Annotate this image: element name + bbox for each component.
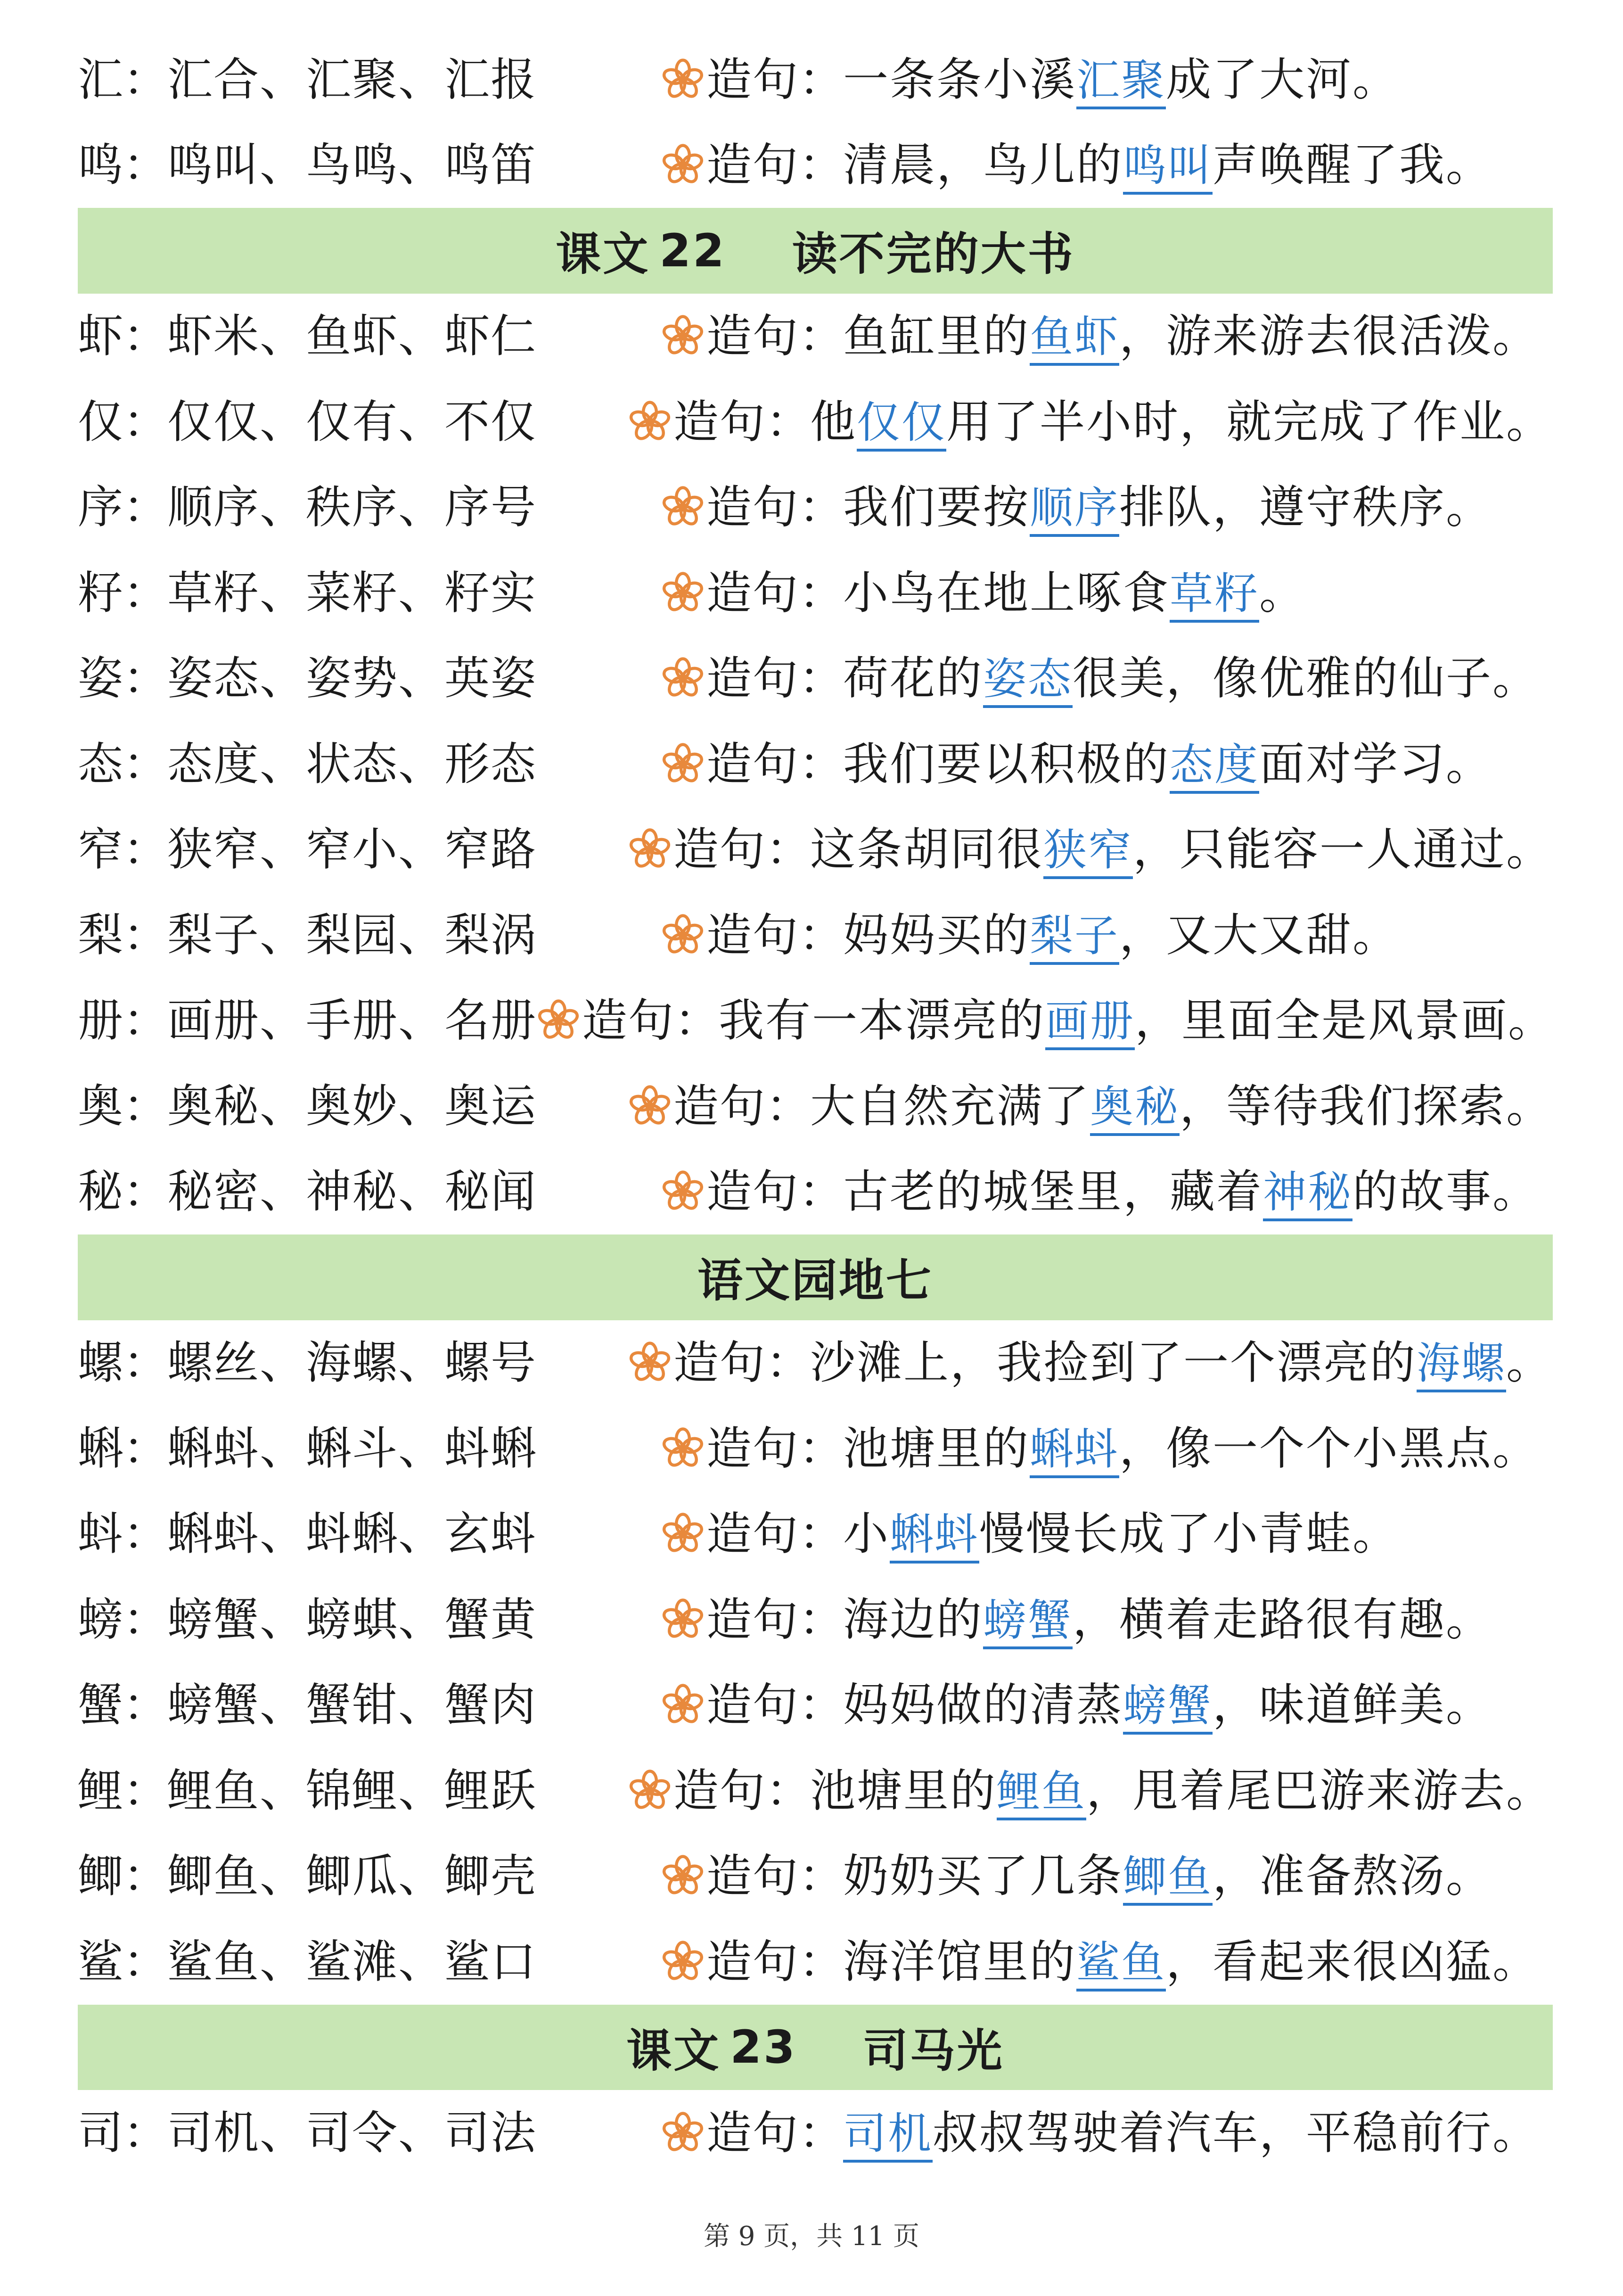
sentence-before: 海边的 xyxy=(843,1593,983,1646)
sentence-after: 。 xyxy=(1506,1336,1553,1390)
vocab-words: 草籽、菜籽、籽实 xyxy=(167,566,537,619)
example-sentence xyxy=(843,53,1400,106)
sentence-label: 造句： xyxy=(706,1935,845,1988)
sentence-after: ，游来游去很活泼。 xyxy=(1119,310,1540,363)
flower-icon xyxy=(661,486,705,529)
sentence-before: 池塘里的 xyxy=(810,1764,997,1817)
vocab-words: 顺序、秩序、序号 xyxy=(167,481,537,534)
vocab-character: 螃： xyxy=(78,1593,168,1646)
vocab-row xyxy=(78,1834,1553,1919)
lesson-prefix: 课文 xyxy=(626,2024,721,2077)
example-sentence xyxy=(843,2106,1540,2159)
vocab-character: 司： xyxy=(78,2106,168,2159)
vocab-row xyxy=(78,807,1553,893)
sentence-before: 我们要按 xyxy=(843,481,1030,534)
vocab-row xyxy=(78,1748,1553,1834)
vocab-character: 鲤： xyxy=(78,1764,168,1817)
sentence-after: ，等待我们探索。 xyxy=(1180,1079,1553,1133)
vocab-character: 汇： xyxy=(78,53,168,106)
example-sentence xyxy=(843,139,1493,192)
sentence-label: 造句： xyxy=(706,1507,845,1561)
vocab-row xyxy=(78,465,1553,551)
vocab-words: 奥秘、奥妙、奥运 xyxy=(167,1079,537,1133)
sentence-after: ，又大又甜。 xyxy=(1119,908,1400,962)
sentence-label: 造句： xyxy=(673,1079,812,1133)
sentence-before: 我们要以积极的 xyxy=(843,737,1170,790)
sentence-before: 小 xyxy=(843,1507,890,1561)
vocab-row xyxy=(78,1320,1553,1406)
flower-icon xyxy=(661,571,705,615)
highlighted-word: 汇聚 xyxy=(1076,55,1166,109)
sentence-label: 造句： xyxy=(706,1165,845,1218)
sentence-after: ，里面全是风景画。 xyxy=(1135,994,1555,1047)
highlighted-word: 鱼虾 xyxy=(1030,312,1119,366)
flower-icon xyxy=(661,913,705,957)
example-sentence xyxy=(843,737,1493,790)
flower-icon xyxy=(661,1512,705,1555)
vocab-character: 鲫： xyxy=(78,1850,168,1903)
vocab-words: 螺丝、海螺、螺号 xyxy=(167,1336,537,1390)
sentence-after: 的故事。 xyxy=(1352,1165,1540,1218)
vocab-character: 仅： xyxy=(78,395,168,448)
vocab-character: 姿： xyxy=(78,652,168,705)
vocab-row xyxy=(78,721,1553,807)
example-sentence xyxy=(719,994,1555,1047)
sentence-after: 叔叔驾驶着汽车，平稳前行。 xyxy=(933,2106,1540,2159)
vocab-character: 序： xyxy=(78,481,168,534)
sentence-label: 造句： xyxy=(706,1850,845,1903)
vocab-words: 鲫鱼、鲫瓜、鲫壳 xyxy=(167,1850,537,1903)
vocab-character: 蟹： xyxy=(78,1679,168,1732)
sentence-label: 造句： xyxy=(706,908,845,962)
example-sentence xyxy=(843,652,1540,705)
flower-icon xyxy=(628,1341,672,1384)
vocab-words: 态度、状态、形态 xyxy=(167,737,537,790)
highlighted-word: 鲤鱼 xyxy=(997,1766,1086,1820)
flower-icon xyxy=(661,1170,705,1213)
vocab-row xyxy=(78,1662,1553,1748)
example-sentence xyxy=(843,481,1493,534)
sentence-before: 海洋馆里的 xyxy=(843,1935,1076,1988)
vocab-words: 螃蟹、螃蜞、蟹黄 xyxy=(167,1593,537,1646)
flower-icon xyxy=(661,314,705,358)
highlighted-word: 狭窄 xyxy=(1043,825,1133,879)
sentence-before: 大自然充满了 xyxy=(810,1079,1090,1133)
vocab-words: 梨子、梨园、梨涡 xyxy=(167,908,537,962)
sentence-label: 造句： xyxy=(706,737,845,790)
sentence-before: 清晨，鸟儿的 xyxy=(843,139,1123,192)
flower-icon xyxy=(628,1085,672,1128)
sentence-label: 造句： xyxy=(706,2106,845,2159)
sentence-after: ，甩着尾巴游来游去。 xyxy=(1086,1764,1553,1817)
vocab-words: 画册、手册、名册 xyxy=(167,994,537,1047)
highlighted-word: 司机 xyxy=(843,2108,933,2163)
flower-icon xyxy=(661,58,705,101)
example-sentence xyxy=(843,908,1400,962)
sentence-label: 造句： xyxy=(706,566,845,619)
sentence-before: 沙滩上，我捡到了一个漂亮的 xyxy=(810,1336,1417,1390)
example-sentence xyxy=(843,1165,1540,1218)
sentence-before: 妈妈买的 xyxy=(843,908,1030,962)
highlighted-word: 鲨鱼 xyxy=(1076,1937,1166,1992)
section-title: 语文园地七 xyxy=(697,1254,933,1308)
vocab-character: 窄： xyxy=(78,823,168,876)
vocab-row xyxy=(78,978,1553,1064)
flower-icon xyxy=(661,1598,705,1641)
example-sentence xyxy=(810,1336,1553,1390)
highlighted-word: 鲫鱼 xyxy=(1123,1852,1213,1906)
sentence-before: 奶奶买了几条 xyxy=(843,1850,1123,1903)
vocab-row xyxy=(78,1577,1553,1662)
flower-icon xyxy=(661,657,705,700)
vocab-words: 仅仅、仅有、不仅 xyxy=(167,395,537,448)
highlighted-word: 蝌蚪 xyxy=(890,1509,979,1564)
sentence-before: 一条条小溪 xyxy=(843,53,1076,106)
highlighted-word: 梨子 xyxy=(1030,911,1119,965)
flower-icon xyxy=(661,742,705,786)
vocab-character: 态： xyxy=(78,737,168,790)
highlighted-word: 仅仅 xyxy=(857,397,946,452)
sentence-before: 妈妈做的清蒸 xyxy=(843,1679,1123,1732)
example-sentence xyxy=(843,1422,1540,1475)
vocab-row xyxy=(78,550,1553,636)
sentence-label: 造句： xyxy=(706,310,845,363)
vocab-words: 司机、司令、司法 xyxy=(167,2106,537,2159)
sentence-label: 造句： xyxy=(706,1593,845,1646)
section-title: 读不完的大书 xyxy=(792,228,1075,281)
example-sentence xyxy=(843,566,1306,619)
highlighted-word: 神秘 xyxy=(1263,1167,1352,1221)
vocab-row xyxy=(78,1491,1553,1577)
vocab-character: 蚪： xyxy=(78,1507,168,1561)
vocab-words: 虾米、鱼虾、虾仁 xyxy=(167,310,537,363)
highlighted-word: 草籽 xyxy=(1170,568,1259,623)
sentence-before: 池塘里的 xyxy=(843,1422,1030,1475)
example-sentence xyxy=(810,1079,1553,1133)
page-footer: 第 9 页，共 11 页 xyxy=(703,2221,920,2252)
sentence-before: 鱼缸里的 xyxy=(843,310,1030,363)
vocab-words: 汇合、汇聚、汇报 xyxy=(167,53,537,106)
vocab-row xyxy=(78,37,1553,123)
sentence-label: 造句： xyxy=(706,652,845,705)
highlighted-word: 姿态 xyxy=(983,654,1073,708)
highlighted-word: 蝌蚪 xyxy=(1030,1424,1119,1478)
sentence-before: 小鸟在地上啄食 xyxy=(843,566,1170,619)
sentence-after: ，横着走路很有趣。 xyxy=(1073,1593,1493,1646)
highlighted-word: 态度 xyxy=(1170,740,1259,794)
sentence-label: 造句： xyxy=(706,1422,845,1475)
sentence-after: 面对学习。 xyxy=(1259,737,1493,790)
sentence-before: 荷花的 xyxy=(843,652,983,705)
flower-icon xyxy=(537,999,580,1042)
sentence-before: 这条胡同很 xyxy=(810,823,1043,876)
sentence-after: ，只能容一人通过。 xyxy=(1133,823,1553,876)
vocab-character: 蝌： xyxy=(78,1422,168,1475)
vocab-words: 螃蟹、蟹钳、蟹肉 xyxy=(167,1679,537,1732)
vocab-character: 册： xyxy=(78,994,168,1047)
sentence-label: 造句： xyxy=(706,139,845,192)
sentence-after: ，味道鲜美。 xyxy=(1213,1679,1493,1732)
example-sentence xyxy=(843,1593,1493,1646)
vocab-row xyxy=(78,636,1553,722)
vocab-character: 螺： xyxy=(78,1336,168,1390)
highlighted-word: 顺序 xyxy=(1030,483,1119,537)
vocab-row xyxy=(78,1063,1553,1149)
highlighted-word: 奥秘 xyxy=(1090,1082,1180,1136)
section-banner xyxy=(78,1234,1553,1320)
sentence-label: 造句： xyxy=(673,823,812,876)
vocab-row xyxy=(78,892,1553,978)
vocab-character: 鸣： xyxy=(78,139,168,192)
flower-icon xyxy=(661,143,705,187)
sentence-label: 造句： xyxy=(706,481,845,534)
vocab-character: 秘： xyxy=(78,1165,168,1218)
section-banner xyxy=(78,2005,1553,2090)
vocab-words: 蝌蚪、蚪蝌、玄蚪 xyxy=(167,1507,537,1561)
lesson-prefix: 课文 xyxy=(556,228,650,281)
vocab-character: 梨： xyxy=(78,908,168,962)
vocab-words: 鲨鱼、鲨滩、鲨口 xyxy=(167,1935,537,1988)
example-sentence xyxy=(810,395,1553,448)
sentence-after: 成了大河。 xyxy=(1166,53,1400,106)
example-sentence xyxy=(810,823,1553,876)
lesson-number: 23 xyxy=(730,2021,797,2074)
sentence-after: ，像一个个小黑点。 xyxy=(1119,1422,1540,1475)
sentence-after: 很美，像优雅的仙子。 xyxy=(1073,652,1540,705)
sentence-after: ，准备熬汤。 xyxy=(1213,1850,1493,1903)
highlighted-word: 鸣叫 xyxy=(1123,140,1213,195)
vocab-character: 奥： xyxy=(78,1079,168,1133)
sentence-after: 声唤醒了我。 xyxy=(1213,139,1493,192)
vocab-words: 鲤鱼、锦鲤、鲤跃 xyxy=(167,1764,537,1817)
vocab-words: 鸣叫、鸟鸣、鸣笛 xyxy=(167,139,537,192)
sentence-label: 造句： xyxy=(582,994,721,1047)
example-sentence xyxy=(843,1935,1540,1988)
flower-icon xyxy=(661,1683,705,1727)
vocab-words: 姿态、姿势、英姿 xyxy=(167,652,537,705)
sentence-label: 造句： xyxy=(706,53,845,106)
sentence-after: 用了半小时，就完成了作业。 xyxy=(946,395,1553,448)
lesson-number: 22 xyxy=(659,224,726,277)
sentence-label: 造句： xyxy=(706,1679,845,1732)
sentence-after: ，看起来很凶猛。 xyxy=(1166,1935,1540,1988)
vocab-row xyxy=(78,2090,1553,2176)
vocab-character: 鲨： xyxy=(78,1935,168,1988)
section-title: 司马光 xyxy=(862,2024,1004,2077)
sentence-label: 造句： xyxy=(673,395,812,448)
vocab-character: 虾： xyxy=(78,310,168,363)
sentence-label: 造句： xyxy=(673,1336,812,1390)
sentence-after: 排队，遵守秩序。 xyxy=(1119,481,1493,534)
vocab-words: 秘密、神秘、秘闻 xyxy=(167,1165,537,1218)
vocab-words: 蝌蚪、蝌斗、蚪蝌 xyxy=(167,1422,537,1475)
highlighted-word: 海螺 xyxy=(1417,1338,1506,1392)
vocab-words: 狭窄、窄小、窄路 xyxy=(167,823,537,876)
vocab-row xyxy=(78,1406,1553,1491)
section-banner xyxy=(78,208,1553,294)
vocab-row xyxy=(78,379,1553,465)
sentence-before: 他 xyxy=(810,395,857,448)
vocab-row xyxy=(78,294,1553,379)
example-sentence xyxy=(810,1764,1553,1817)
example-sentence xyxy=(843,310,1540,363)
flower-icon xyxy=(661,1940,705,1983)
flower-icon xyxy=(661,2111,705,2155)
flower-icon xyxy=(628,1769,672,1812)
sentence-before: 古老的城堡里，藏着 xyxy=(843,1165,1263,1218)
highlighted-word: 螃蟹 xyxy=(1123,1680,1213,1735)
example-sentence xyxy=(843,1850,1493,1903)
example-sentence xyxy=(843,1507,1400,1561)
vocab-character: 籽： xyxy=(78,566,168,619)
sentence-after: 慢慢长成了小青蛙。 xyxy=(979,1507,1400,1561)
highlighted-word: 螃蟹 xyxy=(983,1595,1073,1649)
flower-icon xyxy=(628,400,672,444)
flower-icon xyxy=(628,828,672,871)
sentence-label: 造句： xyxy=(673,1764,812,1817)
flower-icon xyxy=(661,1427,705,1470)
sentence-after: 。 xyxy=(1259,566,1306,619)
highlighted-word: 画册 xyxy=(1045,996,1135,1050)
sentence-before: 我有一本漂亮的 xyxy=(719,994,1045,1047)
vocab-row xyxy=(78,123,1553,208)
example-sentence xyxy=(843,1679,1493,1732)
vocab-list xyxy=(78,37,1553,2176)
vocab-row xyxy=(78,1919,1553,2005)
vocab-row xyxy=(78,1149,1553,1235)
flower-icon xyxy=(661,1854,705,1898)
